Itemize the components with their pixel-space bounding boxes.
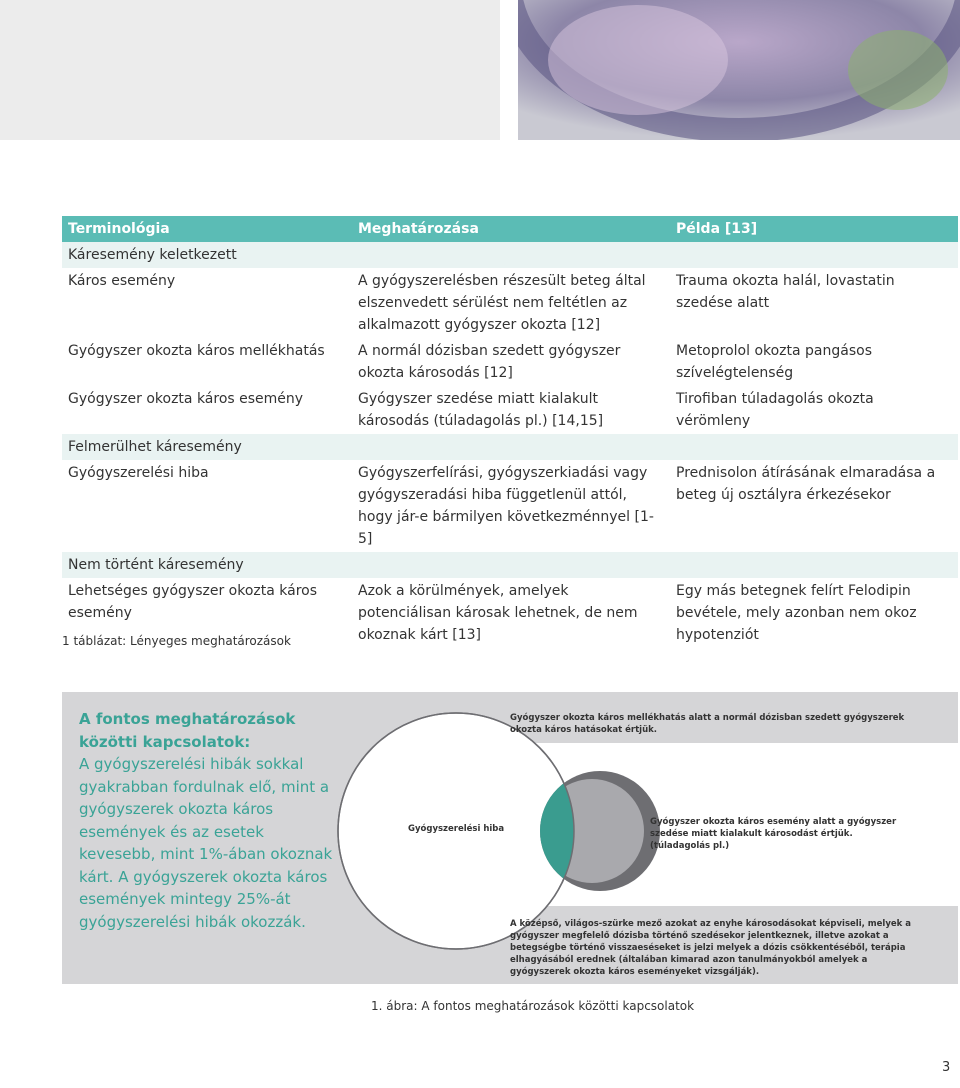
definition-cell: Gyógyszer szedése miatt kialakult károsodás (túladagolás pl.) [14,15] — [358, 391, 604, 429]
table-header-row — [62, 216, 958, 242]
group-title: Káresemény keletkezett — [62, 242, 958, 268]
table-row — [62, 386, 958, 434]
example-cell: Trauma okozta halál, lovastatin szedése alatt — [676, 273, 895, 311]
page-number: 3 — [942, 1060, 951, 1075]
header-terminology: Terminológia — [62, 216, 352, 242]
diagram-left-label: Gyógyszerelési hiba — [408, 824, 505, 834]
term-cell: Gyógyszerelési hiba — [68, 465, 209, 481]
relationship-box — [62, 692, 958, 984]
table-row — [62, 268, 958, 338]
diagram-right-text: Gyógyszer okozta káros esemény alatt a gyógyszer szedése miatt kialakult károsodást értjük. (túladagolás pl.) — [650, 817, 897, 851]
group-row — [62, 552, 958, 578]
diagram-top-text: Gyógyszer okozta káros mellékhatás alatt a normál dózisban szedett gyógyszerek okozta káros hatásokat értjük. — [510, 713, 905, 735]
table-row — [62, 460, 958, 552]
header-image-left — [0, 0, 500, 140]
group-row — [62, 242, 958, 268]
group-title: Felmerülhet káresemény — [62, 434, 958, 460]
group-row — [62, 434, 958, 460]
example-cell: Metoprolol okozta pangásos szívelégtelenség — [676, 343, 873, 381]
header-image-right — [518, 0, 960, 140]
definition-cell: Gyógyszerfelírási, gyógyszerkiadási vagy gyógyszeradási hiba függetlenül attól, hogy jár-e bármilyen következménnyel [1-5] — [358, 465, 654, 547]
header-definition: Meghatározása — [352, 216, 670, 242]
box-body: A gyógyszerelési hibák sokkal gyakrabban fordulnak elő, mint a gyógyszerek okozta káros események és az esetek kevesebb, mint 1%-ában okoznak kárt. A gyógyszerek okozta káros események mintegy 25%-át gyógyszerelési hibák okozzák. — [79, 755, 333, 931]
example-cell: Prednisolon átírásának elmaradása a beteg új osztályra érkezésekor — [676, 465, 936, 503]
term-cell: Gyógyszer okozta káros mellékhatás — [68, 343, 325, 359]
table-caption: 1 táblázat: Lényeges meghatározások — [62, 634, 291, 648]
box-heading: A fontos meghatározások közötti kapcsolatok: — [79, 710, 296, 751]
figure-caption: 1. ábra: A fontos meghatározások közötti kapcsolatok — [371, 999, 695, 1013]
example-cell: Tirofiban túladagolás okozta vérömleny — [676, 391, 874, 429]
header-example: Példa [13] — [670, 216, 958, 242]
table-row — [62, 338, 958, 386]
definition-cell: A normál dózisban szedett gyógyszer okozta károsodás [12] — [358, 343, 621, 381]
diagram-bottom-text: A középső, világos-szürke mező azokat az enyhe károsodásokat képviseli, melyek a gyógyszer megfelelő dózisba történő szedésekor jelentkeznek, illetve azokat a betegségbe történő visszaeséseket is jelzi melyek a dózis csökkentéséből, terápia elhagyásából erednek (általában kimarad azon tanulmányokból amelyek a gyógyszerek okozta káros eseményeket vizsgálják). — [510, 919, 911, 977]
definition-cell: Azok a körülmények, amelyek potenciálisan károsak lehetnek, de nem okoznak kárt [13] — [358, 583, 638, 643]
definition-cell: A gyógyszerelésben részesült beteg által elszenvedett sérülést nem feltétlen az alkalmazott gyógyszer okozta [12] — [358, 273, 646, 333]
term-cell: Gyógyszer okozta káros esemény — [68, 391, 304, 407]
definitions-table — [62, 216, 958, 648]
box-text — [79, 708, 339, 933]
term-cell: Káros esemény — [68, 273, 176, 289]
group-title: Nem történt káresemény — [62, 552, 958, 578]
example-cell: Egy más betegnek felírt Felodipin bevétele, mely azonban nem okoz hypotenziót — [676, 583, 917, 643]
term-cell: Lehetséges gyógyszer okozta káros esemény — [68, 583, 318, 621]
